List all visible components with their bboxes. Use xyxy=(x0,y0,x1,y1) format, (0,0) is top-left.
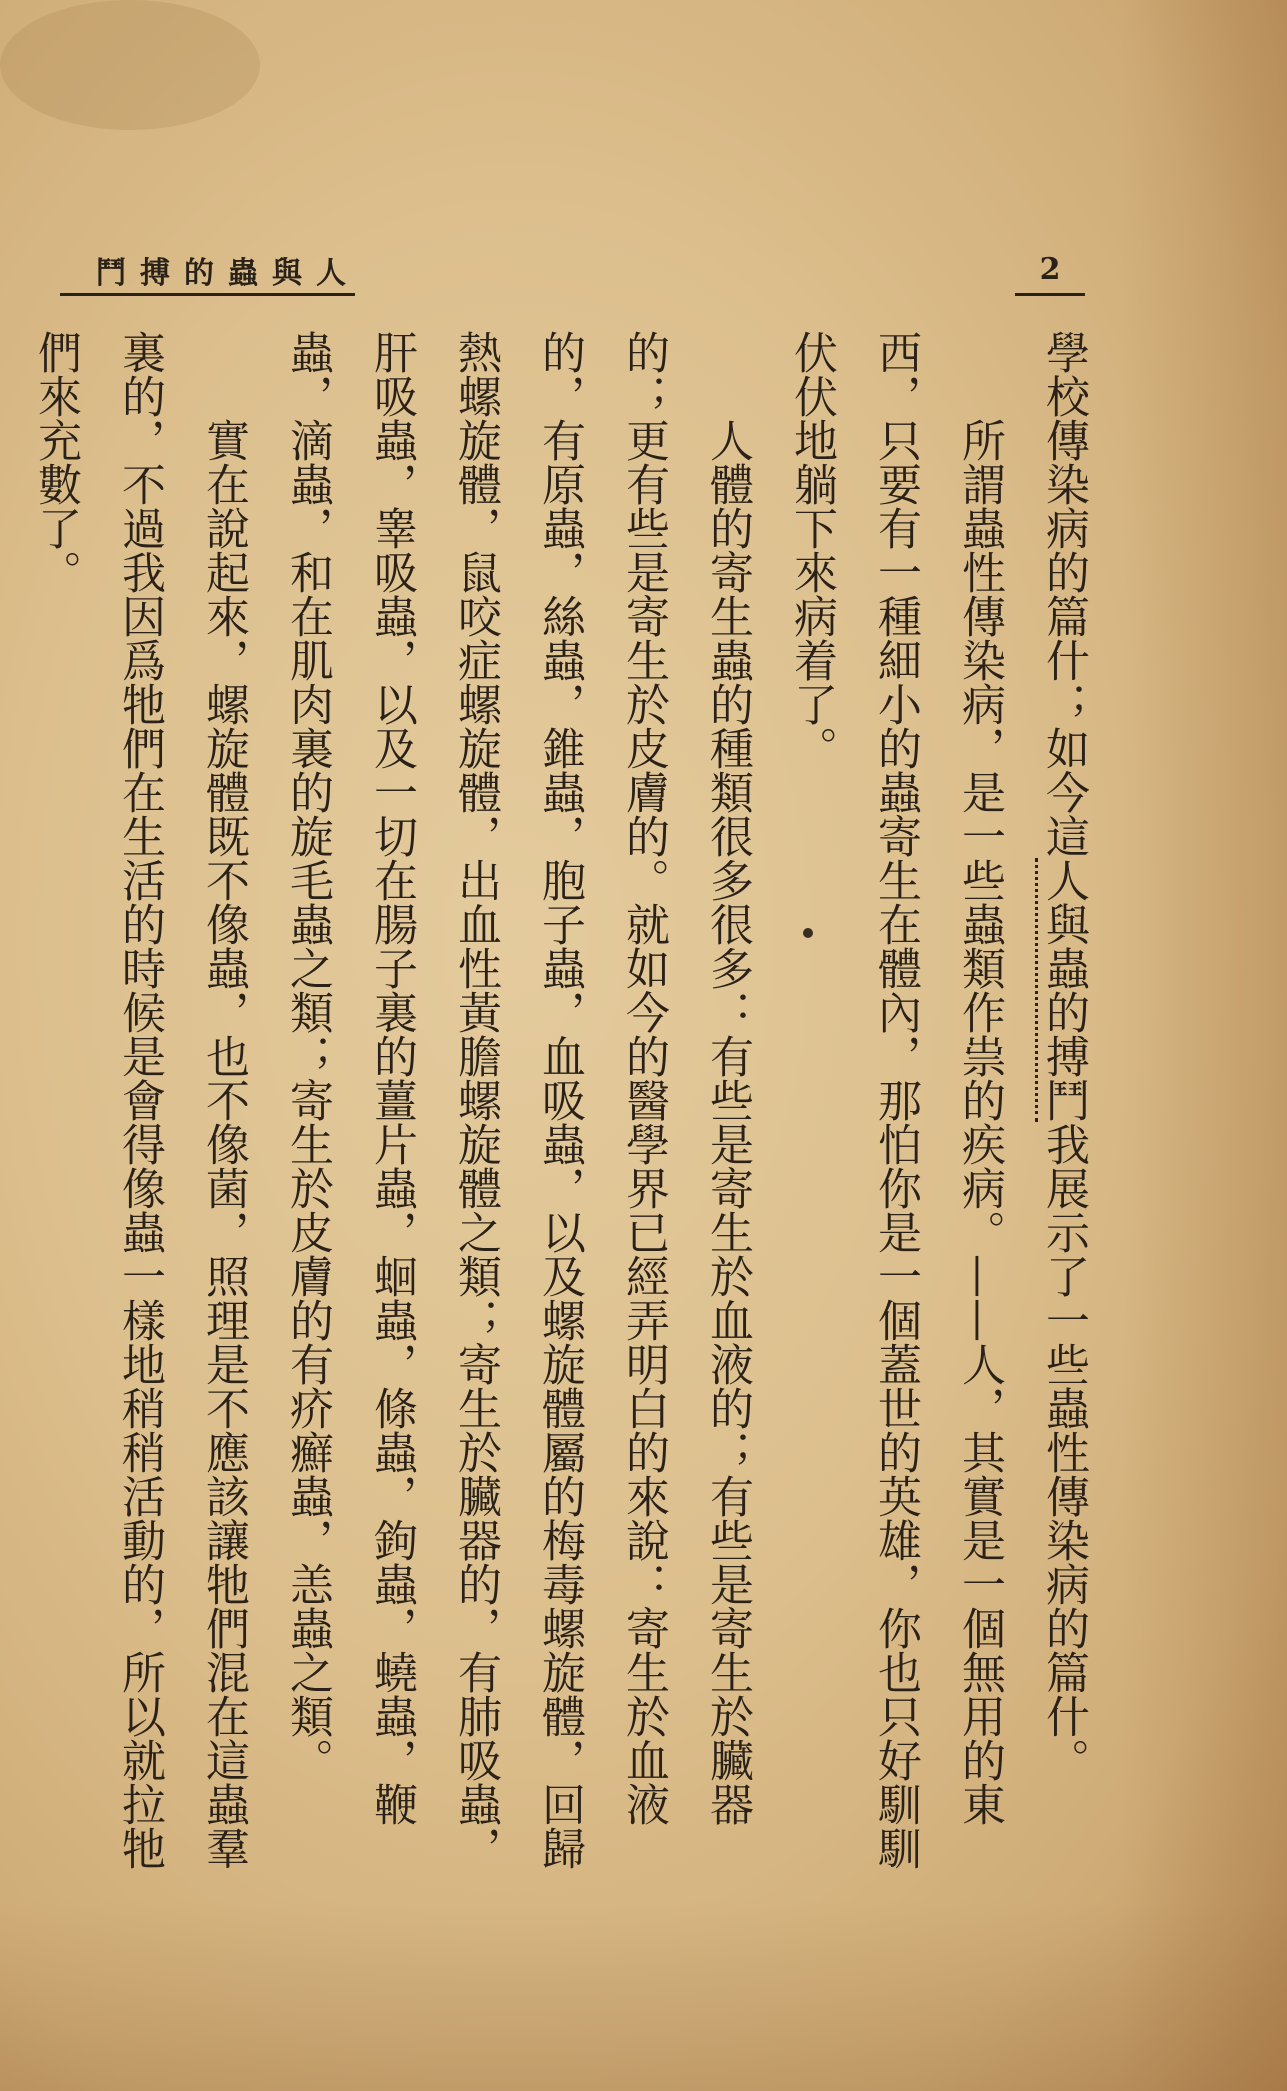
paper-stain xyxy=(0,1900,1287,2091)
running-header-title: 人與蟲的搏鬥 xyxy=(96,256,360,291)
page-number-rule xyxy=(1015,293,1085,296)
book-title-mark: 人與蟲的搏鬥 xyxy=(1035,858,1089,1122)
paragraph: 人體的寄生蟲的種類很多很多：有些是寄生於血液的；有些是寄生於臟器的；更有些是寄生於皮膚的。就如今的醫學界已經弄明白的來說：寄生於血液的，有原蟲，絲蟲，錐蟲，胞子蟲，血吸蟲，以及螺旋體屬的梅毒螺旋體，回歸熱螺旋體，鼠咬症螺旋體，出血性黃膽螺旋體之類；寄生於臟器的，有肺吸蟲，肝吸蟲，睾吸蟲，以及一切在腸子裏的薑片蟲，蛔蟲，條蟲，鉤蟲，蟯蟲，鞭蟲，滴蟲，和在肌肉裏的旋毛蟲之類；寄生於皮膚的有疥癬蟲，恙蟲之類。 xyxy=(282,330,753,1870)
paper-stain xyxy=(0,0,260,130)
paragraph: 所謂蟲性傳染病，是一些蟲類作祟的疾病。——人，其實是一個無用的東西，只要有一種細小的蟲寄生在體內，那怕你是一個蓋世的英雄，你也只好馴馴伏伏地躺下來病着了。 xyxy=(786,330,1005,1870)
body-text xyxy=(30,330,1105,1875)
paragraph-text: 學校傳染病的篇什；如今這 xyxy=(1038,330,1089,858)
header-rule xyxy=(60,293,355,296)
paragraph: 實在說起來，螺旋體既不像蟲，也不像菌，照理是不應該讓牠們混在這蟲羣裏的，不過我因爲牠們在生活的時候是會得像蟲一樣地稍稍活動的，所以就拉牠們來充數了。 xyxy=(30,330,249,1870)
page-number: 2 xyxy=(1039,252,1061,287)
paragraph-text: 我展示了一些蟲性傳染病的篇什。 xyxy=(1038,1122,1089,1782)
paper-stain xyxy=(1120,0,1287,2091)
paragraph-continued xyxy=(1021,330,1105,1875)
